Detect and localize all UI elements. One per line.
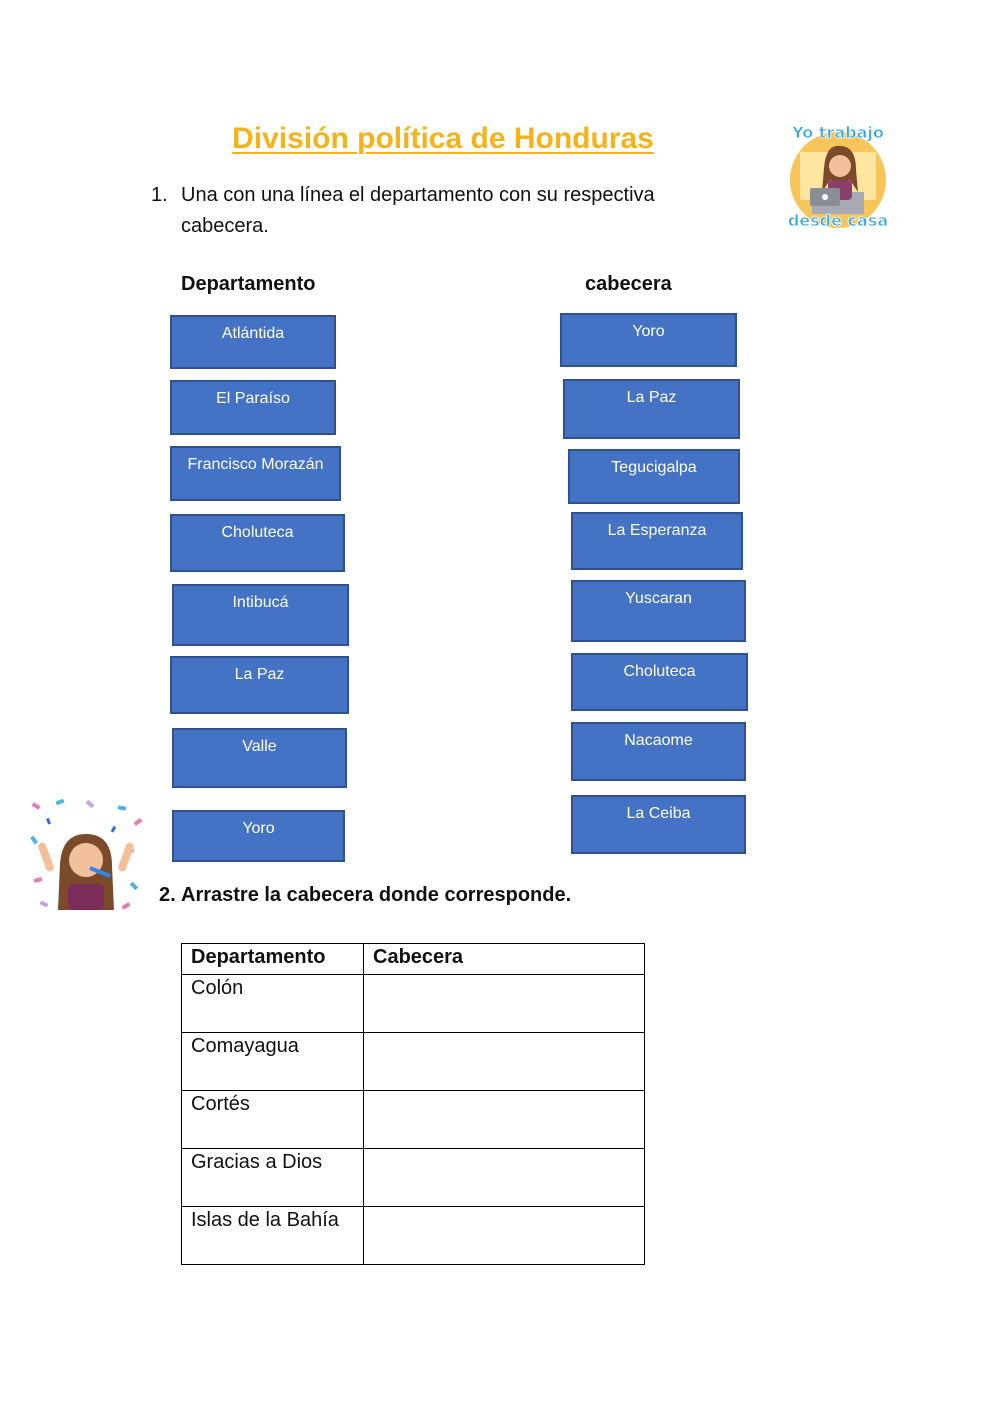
row-departamento: Comayagua: [182, 1033, 364, 1091]
instruction-1: [151, 180, 711, 242]
departamento-box[interactable]: Valle: [172, 728, 347, 788]
badge-line2: desde casa: [787, 211, 889, 230]
cabecera-box[interactable]: Yoro: [560, 313, 737, 367]
cabecera-column-header: cabecera: [585, 273, 672, 295]
departamento-box[interactable]: Intibucá: [172, 584, 349, 646]
departamento-box[interactable]: Yoro: [172, 810, 345, 862]
row-departamento: Gracias a Dios: [182, 1149, 364, 1207]
table-row: [182, 1207, 645, 1265]
cabecera-drop-zone[interactable]: [364, 1149, 645, 1207]
cabecera-box[interactable]: Yuscaran: [571, 580, 746, 642]
departamento-box[interactable]: El Paraíso: [170, 380, 336, 435]
cabecera-box[interactable]: Tegucigalpa: [568, 449, 740, 504]
question-2: [159, 884, 571, 907]
cabecera-drop-zone[interactable]: [364, 1091, 645, 1149]
cabecera-drop-zone[interactable]: [364, 975, 645, 1033]
table-row: [182, 1149, 645, 1207]
row-departamento: Cortés: [182, 1091, 364, 1149]
instruction-text: Una con una línea el departamento con su respectiva cabecera.: [181, 184, 655, 237]
cabecera-drop-zone[interactable]: [364, 1207, 645, 1265]
table-row: [182, 1033, 645, 1091]
cabecera-box[interactable]: La Esperanza: [571, 512, 743, 570]
question-2-number: 2.: [159, 884, 176, 906]
departamento-box[interactable]: Choluteca: [170, 514, 345, 572]
row-departamento: Islas de la Bahía: [182, 1207, 364, 1265]
departamento-box[interactable]: La Paz: [170, 656, 349, 714]
departamento-box[interactable]: Francisco Morazán: [170, 446, 341, 501]
table-header-row: [182, 944, 645, 975]
cabecera-box[interactable]: La Ceiba: [571, 795, 746, 854]
cabecera-box[interactable]: Choluteca: [571, 653, 748, 711]
table-row: [182, 975, 645, 1033]
instruction-number: 1.: [151, 184, 168, 206]
departamento-column-header: Departamento: [181, 273, 316, 295]
cabecera-drop-zone[interactable]: [364, 1033, 645, 1091]
page-title: División política de Honduras: [232, 122, 654, 155]
badge-line1: Yo trabajo: [792, 123, 884, 142]
yo-trabajo-desde-casa-sticker: [782, 122, 894, 234]
cabecera-box[interactable]: Nacaome: [571, 722, 746, 781]
table-header-departamento: Departamento: [182, 944, 364, 975]
row-departamento: Colón: [182, 975, 364, 1033]
departamento-box[interactable]: Atlántida: [170, 315, 336, 369]
table-header-cabecera: Cabecera: [364, 944, 645, 975]
question-2-text: Arrastre la cabecera donde corresponde.: [181, 884, 572, 906]
celebration-confetti-sticker: [26, 798, 146, 916]
answer-table: [181, 943, 645, 1265]
cabecera-box[interactable]: La Paz: [563, 379, 740, 439]
table-row: [182, 1091, 645, 1149]
